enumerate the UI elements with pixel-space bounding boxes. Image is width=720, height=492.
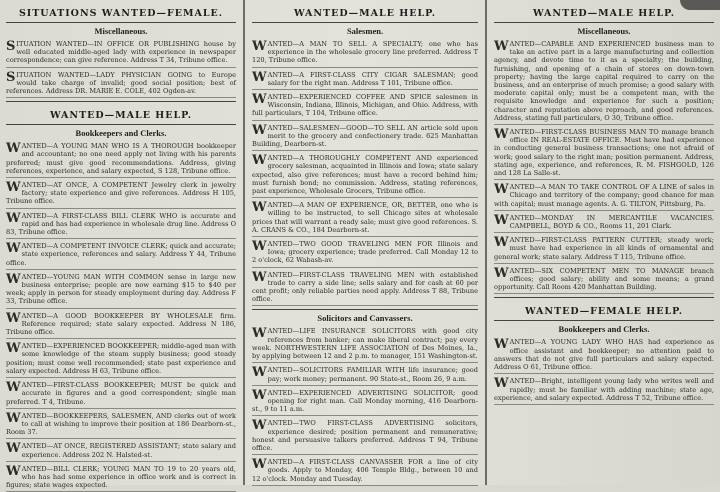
- classified-ad: WANTED—AT ONCE, REGISTERED ASSISTANT; state salary and experience. Address 202 N. Halsted-st.: [6, 442, 236, 461]
- classified-section: [494, 0, 714, 298]
- section-heading: SITUATIONS WANTED—FEMALE.: [6, 0, 236, 23]
- column-2: [246, 0, 484, 485]
- classified-section: [252, 310, 478, 485]
- classified-ad: WANTED—SALESMEN—GOOD—TO SELL AN article sold upon merit to the grocery and confectionery trade. 625 Manhattan Building, Dearborn-st.: [252, 124, 478, 152]
- column-1: [0, 0, 242, 490]
- classified-ad: WANTED—TWO GOOD TRAVELING MEN FOR Illinois and Iowa; grocery experience; trade preferred. Call Monday 12 to 2 o'clock, 62 Wabash-av.: [252, 240, 478, 268]
- classified-ad: WANTED—A COMPETENT INVOICE CLERK; quick and accurate; state experience, references and salary. Address Y 44, Tribune office.: [6, 242, 236, 270]
- classified-ad: SITUATION WANTED—IN OFFICE OR PUBLISHING house by well educated middle-aged lady with experience in newspaper correspondence; can give reference. Address T 34, Tribune office.: [6, 40, 236, 68]
- classified-ad: WANTED—EXPERIENCED BOOKKEEPER; middle-aged man with some knowledge of the steam supply business; good steady position; must come well recommended; state past experience and salary expected. Address H 63, Tribune office.: [6, 342, 236, 378]
- classified-ad: SITUATION WANTED—LADY PHYSICIAN GOING to Europe would take charge of invalid; good social position; best of references. Address DR. MARIE E. COLE, 402 Ogden-av.: [6, 71, 236, 99]
- section-heading: WANTED—FEMALE HELP.: [494, 298, 714, 321]
- classified-ad: WANTED—AT ONCE, A COMPETENT Jewelry clerk in jewelry factory; state experience and give references. Address H 105, Tribune office.: [6, 181, 236, 209]
- section-subheading: Miscellaneous.: [94, 26, 148, 36]
- classified-ad: WANTED—FIRST-CLASS PATTERN CUTTER; steady work; must have had experience in all kinds of ornamental and general work; state salary. Address T 115, Tribune office.: [494, 236, 714, 264]
- classified-ad: WANTED—MONDAY IN MERCANTILE VACANCIES. CAMPBELL, BOYD & CO., Rooms 11, 201 Clark.: [494, 214, 714, 233]
- classified-ad: WANTED—EXPERIENCED COFFEE AND SPICE salesmen in Wisconsin, Indiana, Illinois, Michigan, and Ohio. Address, with full particulars, T 104, Tribune office.: [252, 93, 478, 121]
- classified-ad: WANTED—A FIRST-CLASS CITY CIGAR SALESMAN; good salary for the right man. Address T 101, Tribune office.: [252, 71, 478, 90]
- classified-ad: WANTED—FIRST-CLASS BUSINESS MAN TO manage branch office IN REAL-ESTATE OFFICE. Must have had experience in conducting general business transactions; one not afraid of work; good salary to the right man; position permanent. Address, stating age, experience, and references, R. M. FISHGOLD, 126 and 128 La Salle-st.: [494, 128, 714, 180]
- classified-ad: WANTED—A MAN TO TAKE CONTROL OF A LINE of sales in Chicago and territory of the company; good chance for man with capital; must manage agents. A. G. TILTON, Pittsburg, Pa.: [494, 183, 714, 211]
- section-heading: WANTED—MALE HELP.: [6, 102, 236, 125]
- classified-ad: WANTED—SOLICITORS FAMILIAR WITH life insurance; good pay; work money; permanent. 90 State-st., Room 26, 9 a.m.: [252, 366, 478, 385]
- classified-section: [494, 298, 714, 404]
- classified-ad: WANTED—A YOUNG LADY WHO HAS had experience as office assistant and bookkeeper; no attention paid to answers that do not give full particulars and salary expected. Address O 61, Tribune office.: [494, 338, 714, 374]
- classified-ad: WANTED—A THOROUGHLY COMPETENT AND experienced grocery salesman, acquainted in Illinois and Iowa; state salary expected, also give references; must have a record behind him; must furnish bond; no commission. Address, stating references, past experience, Wholesale Grocers, Tribune office.: [252, 154, 478, 198]
- classified-ad: WANTED—FIRST-CLASS TRAVELING MEN with established trade to carry a side line; sells salary and for cash at 60 per cent profit; only reliable parties need apply. Address T 88, Tribune office.: [252, 271, 478, 307]
- classified-ad: WANTED—A FIRST-CLASS CANVASSER FOR a line of city goods. Apply to Monday, 406 Temple Bldg., between 10 and 12 o'clock. Monday and Tuesday.: [252, 458, 478, 486]
- column-rule: [243, 0, 245, 485]
- classified-ad: WANTED—A MAN TO SELL A SPECIALTY; one who has experience in the wholesale grocery line preferred. Address T 120, Tribune office.: [252, 40, 478, 68]
- classified-ad: WANTED—YOUNG MAN WITH COMMON sense in large new business enterprise; people are now earning $15 to $40 per week; apply in person for steady employment during day. Address F 33, Tribune office.: [6, 273, 236, 309]
- classified-ad: WANTED—A FIRST-CLASS BILL CLERK WHO is accurate and rapid and has had experience in wholesale drug line. Address O 83, Tribune office.: [6, 212, 236, 240]
- classified-ad: WANTED—LIFE INSURANCE SOLICITORS with good city references from banker; can make liberal contract; pay every week. NORTHWESTERN LIFE ASSOCIATION of Des Moines, Ia., by applying between 12 and 2 p.m. to manager, 151 Washington-st.: [252, 327, 478, 363]
- section-heading: WANTED—MALE HELP.: [252, 0, 478, 23]
- section-subheading: Bookkeepers and Clerks.: [558, 324, 650, 335]
- classified-ad: WANTED—FIRST-CLASS BOOKKEEPER; MUST be quick and accurate in figures and a good correspondent; single man preferred. T 4, Tribune.: [6, 381, 236, 409]
- column-3: [488, 0, 720, 485]
- classified-section: [6, 102, 236, 492]
- classified-section: [6, 0, 236, 102]
- classified-ad: WANTED—Bright, intelligent young lady who writes well and rapidly; must be familiar with adding machine; state age, experience, and salary expected. Address T 52, Tribune office.: [494, 377, 714, 405]
- section-subheading: Solicitors and Canvassers.: [317, 313, 413, 324]
- classified-ad: WANTED—BOOKKEEPERS, SALESMEN, AND clerks out of work to call at wishing to improve their position at 186 Dearborn-st., Room 37.: [6, 412, 236, 440]
- section-subheading: Bookkeepers and Clerks.: [75, 128, 167, 139]
- section-heading: WANTED—MALE HELP.: [494, 0, 714, 23]
- section-subheading: Salesmen.: [346, 26, 384, 36]
- classified-ad: WANTED—SIX COMPETENT MEN TO MANAGE branch offices; good salary; ability and some means; a grand opportunity. Call Room 420 Manhattan Building.: [494, 267, 714, 295]
- classified-ad: WANTED—A GOOD BOOKKEEPER BY WHOLESALE firm. Reference required; state salary expected. Address N 186, Tribune office.: [6, 312, 236, 340]
- classified-ad: WANTED—A MAN OF EXPERIENCE, OR, BETTER, one who is willing to be instructed, to sell Chicago sites at wholesale prices that will warrant a ready sale; must give good references. S. A. CRANS & CO., 184 Dearborn-st.: [252, 201, 478, 237]
- section-subheading: Miscellaneous.: [577, 26, 631, 36]
- classified-ad: WANTED—CAPABLE AND EXPERIENCED business man to take an active part in a large manufacturing and collection agency, and devote time to it as a specialty; the building, furnishing, and opening of a chain of stores on down-town property; having the large capital required to carry on the business, and an enterprise of much promise; a good salary with moderate capital only; must be a competent man, with the requisite knowledge and experience for such a position; character and reputation above reproach, and good references. Address, stating full particulars, O 30, Tribune office.: [494, 40, 714, 125]
- column-rule: [485, 0, 487, 485]
- classified-ad: WANTED—TWO FIRST-CLASS ADVERTISING solicitors, experience desired; position permanent and remunerative; honest and persuasive talkers preferred. Address T 94, Tribune office.: [252, 419, 478, 455]
- classified-ad: WANTED—A YOUNG MAN WHO IS A THOROUGH bookkeeper and accountant; no one need apply not living with his parents preferred; must give good recommendations. Address, giving references, experience, and salary expected, S 128, Tribune office.: [6, 142, 236, 178]
- classified-ad: WANTED—EXPERIENCED ADVERTISING SOLICITOR; good opening for right man. Call Monday morning, 416 Dearborn-st., 9 to 11 a.m.: [252, 389, 478, 417]
- classified-section: [252, 0, 478, 310]
- classified-ad: WANTED—BILL CLERK; YOUNG MAN TO 19 to 20 years old, who has had some experience in office work and is correct in figures; state wages expected.: [6, 465, 236, 492]
